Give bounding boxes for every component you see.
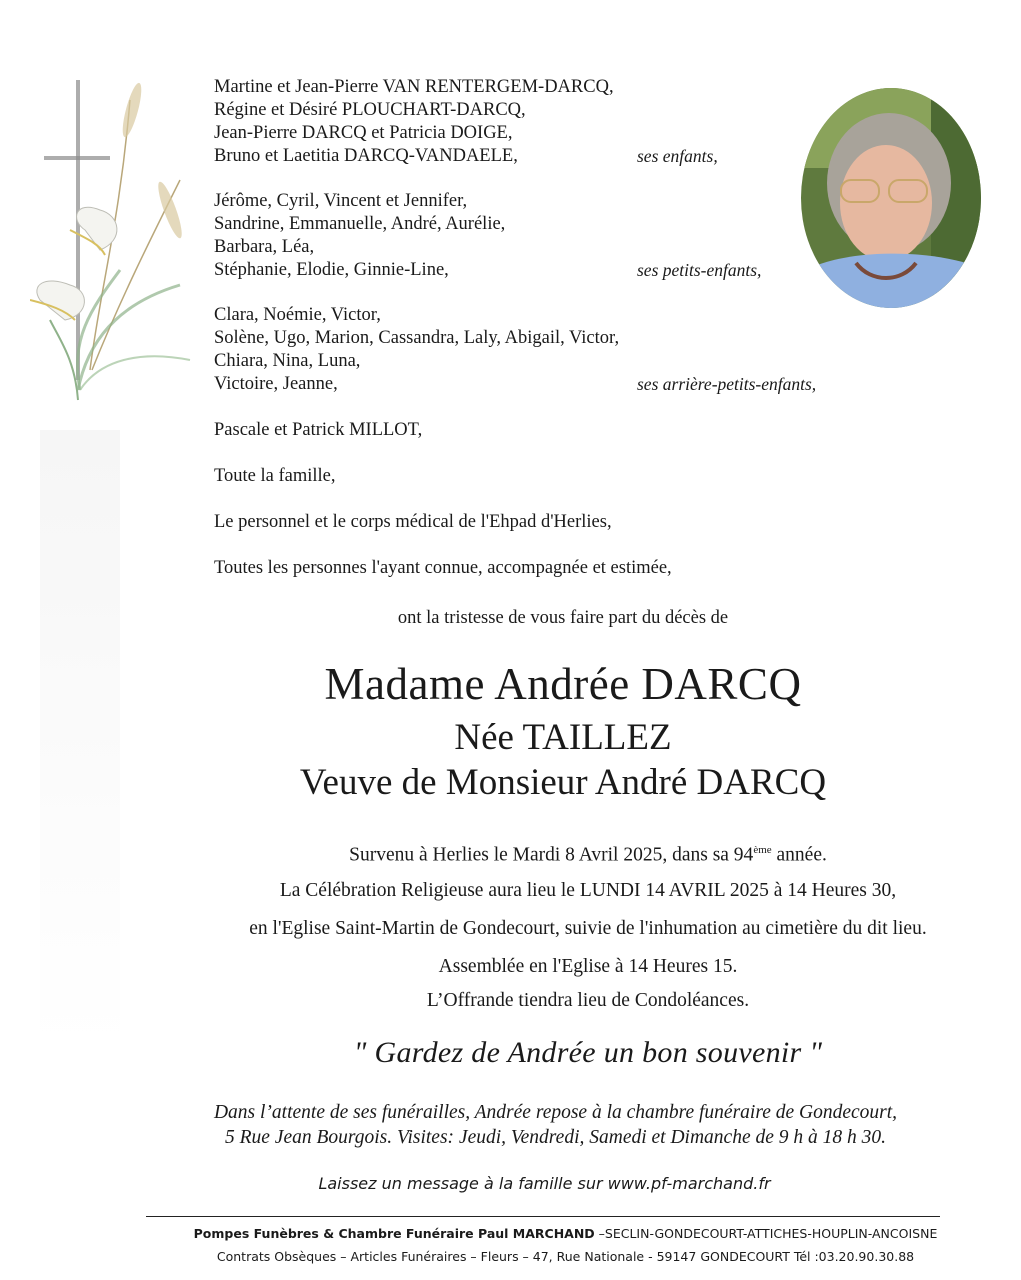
- family-role: ses petits-enfants,: [637, 260, 762, 280]
- family-line: Chiara, Nina, Luna,: [214, 351, 361, 371]
- death-details: [0, 844, 1021, 867]
- remembrance-quote: " Gardez de Andrée un bon souvenir ": [353, 1036, 823, 1069]
- footer-company: [0, 1226, 1021, 1241]
- ordinal-suffix: ème: [753, 844, 772, 856]
- family-line: Jean-Pierre DARCQ et Patricia DOIGE,: [214, 123, 513, 143]
- family-group-petits-enfants: [214, 190, 814, 282]
- family-line: Bruno et Laetitia DARCQ-VANDAELE,: [214, 146, 518, 166]
- cross-lily-illustration: [30, 70, 200, 450]
- family-line: Régine et Désiré PLOUCHART-DARCQ,: [214, 100, 526, 120]
- family-line: Stéphanie, Elodie, Ginnie-Line,: [214, 260, 449, 280]
- family-line: Victoire, Jeanne,: [214, 374, 338, 394]
- ceremony-details: La Célébration Religieuse aura lieu le LUNDI 14 AVRIL 2025 à 14 Heures 30,: [279, 880, 897, 901]
- widow-of: Veuve de Monsieur André DARCQ: [299, 762, 827, 803]
- repose-line-2: 5 Rue Jean Bourgois. Visites: Jeudi, Vendredi, Samedi et Dimanche de 9 h à 18 h 30.: [224, 1127, 887, 1148]
- deceased-name: Madame Andrée DARCQ: [324, 659, 802, 709]
- family-line: Barbara, Léa,: [214, 237, 315, 257]
- death-details-end: année.: [771, 844, 827, 866]
- family-toute-la-famille: Toute la famille,: [214, 466, 336, 486]
- offering-note: L’Offrande tiendra lieu de Condoléances.: [426, 990, 750, 1011]
- family-millot: Pascale et Patrick MILLOT,: [214, 420, 423, 440]
- family-group-arriere-petits-enfants: [214, 304, 817, 396]
- death-details-text: Survenu à Herlies le Mardi 8 Avril 2025, dans sa 94: [349, 844, 754, 866]
- announcement-text: ont la tristesse de vous faire part du décès de: [397, 608, 729, 628]
- company-name: Pompes Funèbres & Chambre Funéraire Paul MARCHAND: [193, 1226, 595, 1241]
- company-towns: –SECLIN-GONDECOURT-ATTICHES-HOUPLIN-ANCOISNE: [594, 1226, 938, 1241]
- family-list: [214, 76, 817, 418]
- family-line: Clara, Noémie, Victor,: [214, 305, 381, 325]
- family-line: Jérôme, Cyril, Vincent et Jennifer,: [214, 191, 468, 211]
- all-persons: Toutes les personnes l'ayant connue, accompagnée et estimée,: [214, 558, 672, 578]
- family-role: ses arrière-petits-enfants,: [637, 374, 817, 394]
- family-role: ses enfants,: [637, 146, 718, 166]
- online-message-link[interactable]: Laissez un message à la famille sur www.pf-marchand.fr: [318, 1174, 771, 1193]
- family-line: Solène, Ugo, Marion, Cassandra, Laly, Abigail, Victor,: [214, 328, 620, 348]
- footer-contact: Contrats Obsèques – Articles Funéraires – Fleurs – 47, Rue Nationale - 59147 GONDECOURT Tél :03.20.90.30.88: [216, 1249, 915, 1264]
- footer-divider: [146, 1216, 940, 1217]
- maiden-name: Née TAILLEZ: [454, 717, 672, 758]
- repose-line-1: Dans l’attente de ses funérailles, Andrée repose à la chambre funéraire de Gondecourt,: [213, 1102, 898, 1123]
- church-details: en l'Eglise Saint-Martin de Gondecourt, suivie de l'inhumation au cimetière du dit lieu.: [249, 918, 927, 939]
- assembly-time: Assemblée en l'Eglise à 14 Heures 15.: [438, 956, 738, 977]
- family-line: Sandrine, Emmanuelle, André, Aurélie,: [214, 214, 506, 234]
- family-line: Martine et Jean-Pierre VAN RENTERGEM-DARCQ,: [214, 77, 614, 97]
- family-group-enfants: [214, 76, 814, 168]
- portrait-photo: [801, 88, 981, 308]
- ehpad-staff: Le personnel et le corps médical de l'Ehpad d'Herlies,: [214, 512, 612, 532]
